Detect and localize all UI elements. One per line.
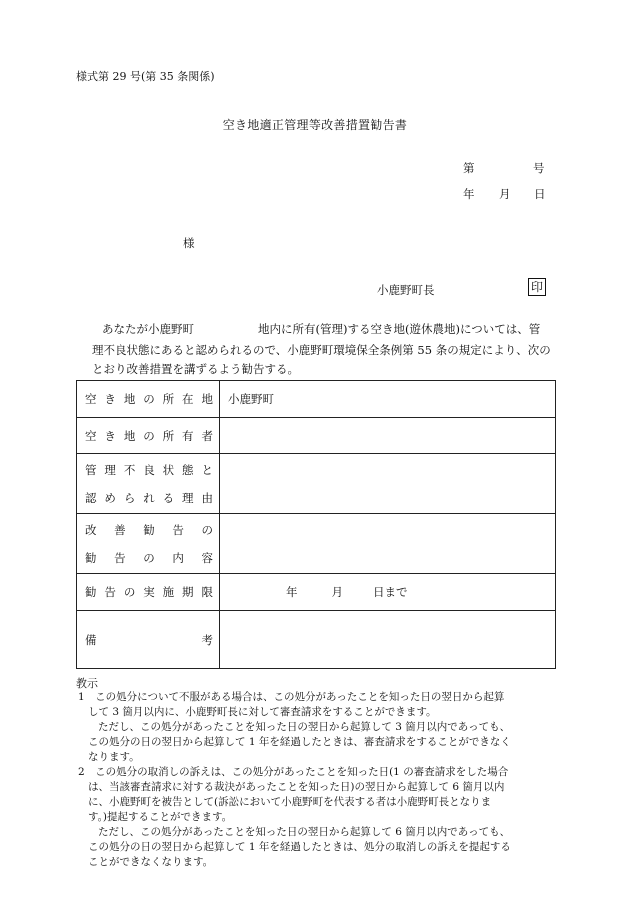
label-char: 考: [201, 632, 213, 647]
label-char: 所: [162, 428, 175, 443]
issuer-name: 小鹿野町長: [377, 283, 435, 297]
label-char: 告: [104, 585, 116, 599]
label-char: の: [143, 428, 155, 443]
date-year: 年: [463, 187, 475, 201]
label-char: の: [201, 522, 213, 537]
label-char: 地: [201, 392, 213, 406]
label-char: 地: [123, 428, 136, 443]
recommendation-table: [76, 380, 556, 669]
label-char: き: [104, 428, 116, 443]
label-char: 認: [85, 490, 97, 505]
value-deadline: [220, 574, 556, 611]
value-remarks: [220, 611, 556, 669]
label-char: 状: [162, 462, 175, 477]
body-line-1b: 地内に所有(管理)する空き地(遊休農地)については、管: [258, 322, 541, 336]
label-char: 告: [114, 550, 126, 565]
label-char: め: [104, 490, 116, 505]
label-char: 容: [201, 550, 213, 565]
label-char: 地: [123, 392, 136, 406]
notice-line: 2 この処分の取消しの訴えは、この処分があったことを知った日(1 の審査請求をした場合: [78, 766, 509, 778]
deadline-day: 日まで: [373, 585, 408, 599]
label-char: 不: [123, 462, 136, 477]
label-char: 実: [143, 585, 155, 599]
notice-line: して 3 箇月以内に、小鹿野町長に対して審査請求をすることができます。: [88, 706, 437, 718]
date-month: 月: [499, 187, 511, 201]
label-char: 理: [182, 490, 194, 505]
notice-heading: 教示: [76, 677, 98, 690]
label-reason: [77, 454, 220, 514]
doc-number-go: 号: [533, 161, 545, 175]
label-char: 理: [104, 462, 116, 477]
label-char: 備: [85, 632, 97, 647]
doc-number-dai: 第: [463, 161, 475, 175]
label-char: 者: [201, 428, 213, 443]
deadline-month: 月: [331, 585, 343, 599]
deadline-year: 年: [286, 585, 298, 599]
label-char: 改: [85, 522, 97, 537]
label-char: 所: [162, 392, 175, 406]
label-deadline: [77, 574, 220, 611]
table-row: [77, 514, 556, 574]
value-reason: [220, 454, 556, 514]
label-char: 空: [85, 392, 97, 406]
label-remarks: [77, 611, 220, 669]
date-day: 日: [534, 187, 546, 201]
form-number: 様式第 29 号(第 35 条関係): [76, 70, 215, 83]
label-location: [77, 381, 220, 418]
label-owner: [77, 418, 220, 454]
body-line-1a: あなたが小鹿野町: [102, 322, 194, 336]
notice-line: なります。: [88, 751, 140, 763]
label-char: 善: [114, 522, 126, 537]
table-row: [77, 381, 556, 418]
label-char: 限: [201, 585, 213, 599]
notice-line: ことができなくなります。: [88, 856, 214, 868]
label-content: [77, 514, 220, 574]
label-char: と: [201, 462, 213, 477]
table-row: [77, 574, 556, 611]
label-char: 由: [201, 490, 213, 505]
seal-mark: 印: [528, 278, 546, 296]
value-owner: [220, 418, 556, 454]
notice-line: す。)提起することができます。: [88, 811, 233, 823]
label-char: 態: [182, 462, 194, 477]
label-char: き: [104, 392, 116, 406]
label-char: 内: [172, 550, 184, 565]
label-char: 勧: [85, 585, 97, 599]
notice-line: ただし、この処分があったことを知った日の翌日から起算して 6 箇月以内であっても、: [98, 826, 511, 838]
value-location: 小鹿野町: [220, 381, 556, 418]
label-char: 在: [182, 392, 194, 406]
value-content: [220, 514, 556, 574]
label-char: 管: [85, 462, 97, 477]
notice-line: 1 この処分について不服がある場合は、この処分があったことを知った日の翌日から起算: [78, 691, 505, 703]
label-char: の: [123, 585, 136, 599]
table-row: [77, 611, 556, 669]
label-char: 勧: [85, 550, 97, 565]
notice-line: この処分の日の翌日から起算して 1 年を経過したときは、処分の取消しの訴えを提起する: [88, 841, 511, 853]
table-row: [77, 454, 556, 514]
label-char: 勧: [143, 522, 155, 537]
notice-line: は、当該審査請求に対する裁決があったことを知った日)の翌日から起算して 6 箇月以内: [88, 781, 505, 793]
label-char: 空: [85, 428, 97, 443]
notice-line: ただし、この処分があったことを知った日の翌日から起算して 3 箇月以内であっても、: [98, 721, 511, 733]
label-char: ら: [123, 490, 136, 505]
document-title: 空き地適正管理等改善措置勧告書: [222, 118, 408, 132]
label-char: 有: [182, 428, 194, 443]
label-char: 施: [162, 585, 175, 599]
label-char: 告: [172, 522, 184, 537]
label-char: の: [143, 550, 155, 565]
label-char: れ: [143, 490, 155, 505]
notice-line: に、小鹿野町を被告として(訴訟において小鹿野町を代表する者は小鹿野町長となりま: [88, 796, 492, 808]
body-line-3: とおり改善措置を講ずるよう勧告する。: [92, 362, 299, 376]
table-row: [77, 418, 556, 454]
addressee-suffix: 様: [183, 236, 195, 250]
label-char: 期: [182, 585, 194, 599]
body-line-2: 理不良状態にあると認められるので、小鹿野町環境保全条例第 55 条の規定により、次の: [92, 343, 551, 357]
label-char: 良: [143, 462, 155, 477]
notice-line: この処分の日の翌日から起算して 1 年を経過したときは、審査請求をすることができなく: [88, 736, 511, 748]
label-char: の: [143, 392, 155, 406]
label-char: る: [162, 490, 175, 505]
